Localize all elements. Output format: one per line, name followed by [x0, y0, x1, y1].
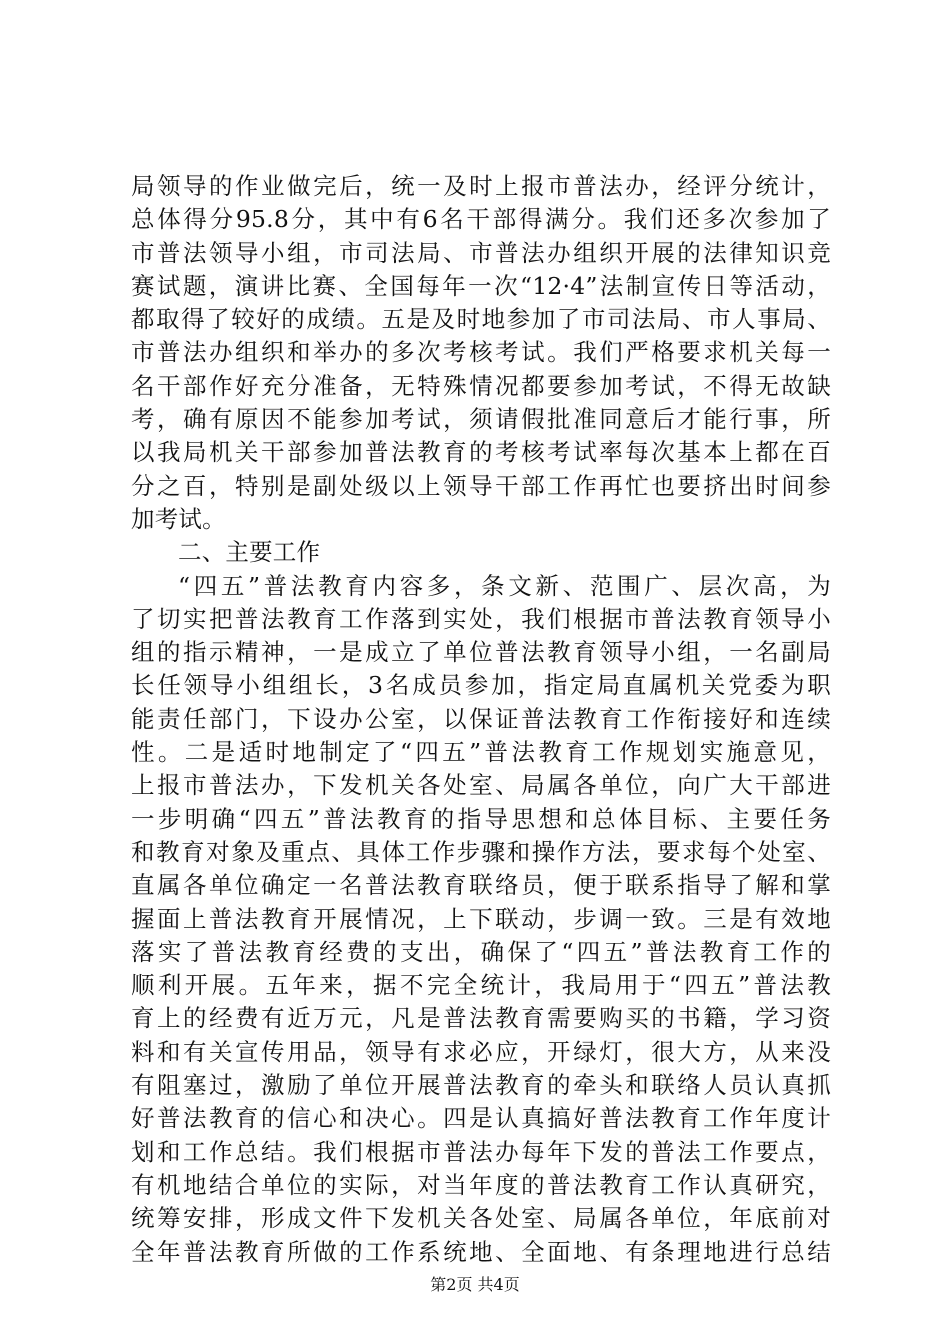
text-line: 落实了普法教育经费的支出，确保了“四五”普法教育工作的 — [131, 937, 831, 966]
text-line: 局领导的作业做完后，统一及时上报市普法办，经评分统计， — [131, 172, 831, 200]
text-line: 和教育对象及重点、具体工作步骤和操作方法，要求每个处室、 — [131, 837, 831, 866]
text-line: 有机地结合单位的实际，对当年度的普法教育工作认真研究， — [131, 1170, 831, 1199]
text-line: 组的指示精神，一是成立了单位普法教育领导小组，一名副局 — [131, 638, 831, 667]
text-line: 有阻塞过，激励了单位开展普法教育的牵头和联络人员认真抓 — [131, 1071, 831, 1100]
text-line: 加考试。 — [131, 504, 226, 533]
text-line: 性。二是适时地制定了“四五”普法教育工作规划实施意见， — [131, 738, 831, 767]
text-line: 长任领导小组组长，3名成员参加，指定局直属机关党委为职 — [131, 671, 831, 700]
text-line: 市普法办组织和举办的多次考核考试。我们严格要求机关每一 — [131, 338, 831, 367]
text-line: 赛试题，演讲比赛、全国每年一次“12·4”法制宣传日等活动， — [131, 271, 831, 300]
text-line: 以我局机关干部参加普法教育的考核考试率每次基本上都在百 — [131, 438, 831, 467]
text-line: 总体得分95.8分，其中有6名干部得满分。我们还多次参加了 — [131, 205, 831, 234]
paragraph-first-line: “四五”普法教育内容多，条文新、范围广、层次高，为 — [178, 571, 831, 600]
text-line: 能责任部门，下设办公室，以保证普法教育工作衔接好和连续 — [131, 704, 831, 733]
text-line: 了切实把普法教育工作落到实处，我们根据市普法教育领导小 — [131, 604, 831, 633]
text-line: 名干部作好充分准备，无特殊情况都要参加考试，不得无故缺 — [131, 371, 831, 400]
text-line: 划和工作总结。我们根据市普法办每年下发的普法工作要点， — [131, 1137, 831, 1166]
text-line: 市普法领导小组，市司法局、市普法办组织开展的法律知识竞 — [131, 238, 831, 267]
text-line: 分之百，特别是副处级以上领导干部工作再忙也要挤出时间参 — [131, 471, 831, 500]
page-footer: 第2页 共4页 — [430, 1275, 520, 1294]
text-line: 全年普法教育所做的工作系统地、全面地、有条理地进行总结 — [131, 1237, 831, 1266]
text-line: 一步明确“四五”普法教育的指导思想和总体目标、主要任务 — [131, 804, 831, 833]
document-body — [131, 170, 831, 1269]
text-line: 顺利开展。五年来，据不完全统计，我局用于“四五”普法教 — [131, 971, 831, 1000]
text-line: 直属各单位确定一名普法教育联络员，便于联系指导了解和掌 — [131, 871, 831, 900]
text-line: 统筹安排，形成文件下发机关各处室、局属各单位，年底前对 — [131, 1204, 831, 1233]
text-line: 都取得了较好的成绩。五是及时地参加了市司法局、市人事局、 — [131, 305, 831, 334]
section-heading: 二、主要工作 — [178, 538, 321, 567]
text-line: 上报市普法办，下发机关各处室、局属各单位，向广大干部进 — [131, 771, 831, 800]
text-line: 育上的经费有近万元，凡是普法教育需要购买的书籍，学习资 — [131, 1004, 831, 1033]
text-line: 料和有关宣传用品，领导有求必应，开绿灯，很大方，从来没 — [131, 1037, 831, 1066]
text-line: 握面上普法教育开展情况，上下联动，步调一致。三是有效地 — [131, 904, 831, 933]
text-line: 考，确有原因不能参加考试，须请假批准同意后才能行事，所 — [131, 405, 831, 434]
text-line: 好普法教育的信心和决心。四是认真搞好普法教育工作年度计 — [131, 1104, 831, 1133]
